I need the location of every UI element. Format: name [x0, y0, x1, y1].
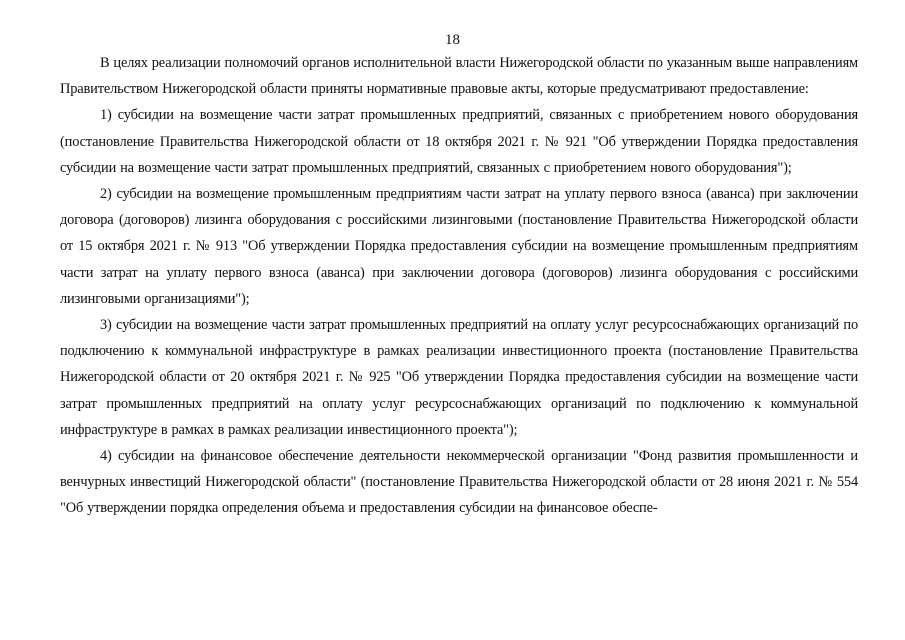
- paragraph-item-3: 3) субсидии на возмещение части затрат промышленных предприятий на оплату услуг ресурсоснабжающих организаций по подключению к коммунальной инфраструктуре в рамках реализации инвестиционного проекта (постановление Правительства Нижегородской области от 20 октября 2021 г. № 925 "Об утверждении Порядка предоставления субсидии на возмещение части затрат промышленных предприятий на оплату услуг ресурсоснабжающих организаций по подключению к коммунальной инфраструктуре в рамках в рамках реализации инвестиционного проекта");: [60, 317, 858, 438]
- document-body: [60, 50, 858, 522]
- paragraph-item-4: 4) субсидии на финансовое обеспечение деятельности некоммерческой организации "Фонд развития промышленности и венчурных инвестиций Нижегородской области" (постановление Правительства Нижегородской области от 28 июня 2021 г. № 554 "Об утверждении порядка определения объема и предоставления субсидии на финансовое обеспе-: [60, 448, 858, 517]
- paragraph-intro: В целях реализации полномочий органов исполнительной власти Нижегородской области по указанным выше направлениям Правительством Нижегородской области приняты нормативные правовые акты, которые предусматривают предоставление:: [60, 55, 858, 98]
- page-number: 18: [445, 32, 460, 48]
- paragraph-item-1: 1) субсидии на возмещение части затрат промышленных предприятий, связанных с приобретением нового оборудования (постановление Правительства Нижегородской области от 18 октября 2021 г. № 921 "Об утверждении Порядка предоставления субсидии на возмещение части затрат промышленных предприятий, связанных с приобретением нового оборудования");: [60, 107, 858, 176]
- paragraph-item-2: 2) субсидии на возмещение промышленным предприятиям части затрат на уплату первого взноса (аванса) при заключении договора (договоров) лизинга оборудования с российскими лизинговыми (постановление Правительства Нижегородской области от 15 октября 2021 г. № 913 "Об утверждении Порядка предоставления субсидии на возмещение промышленным предприятиям части затрат на уплату первого взноса (аванса) при заключении договора (договоров) лизинга оборудования с российскими лизинговыми организациями");: [60, 186, 858, 307]
